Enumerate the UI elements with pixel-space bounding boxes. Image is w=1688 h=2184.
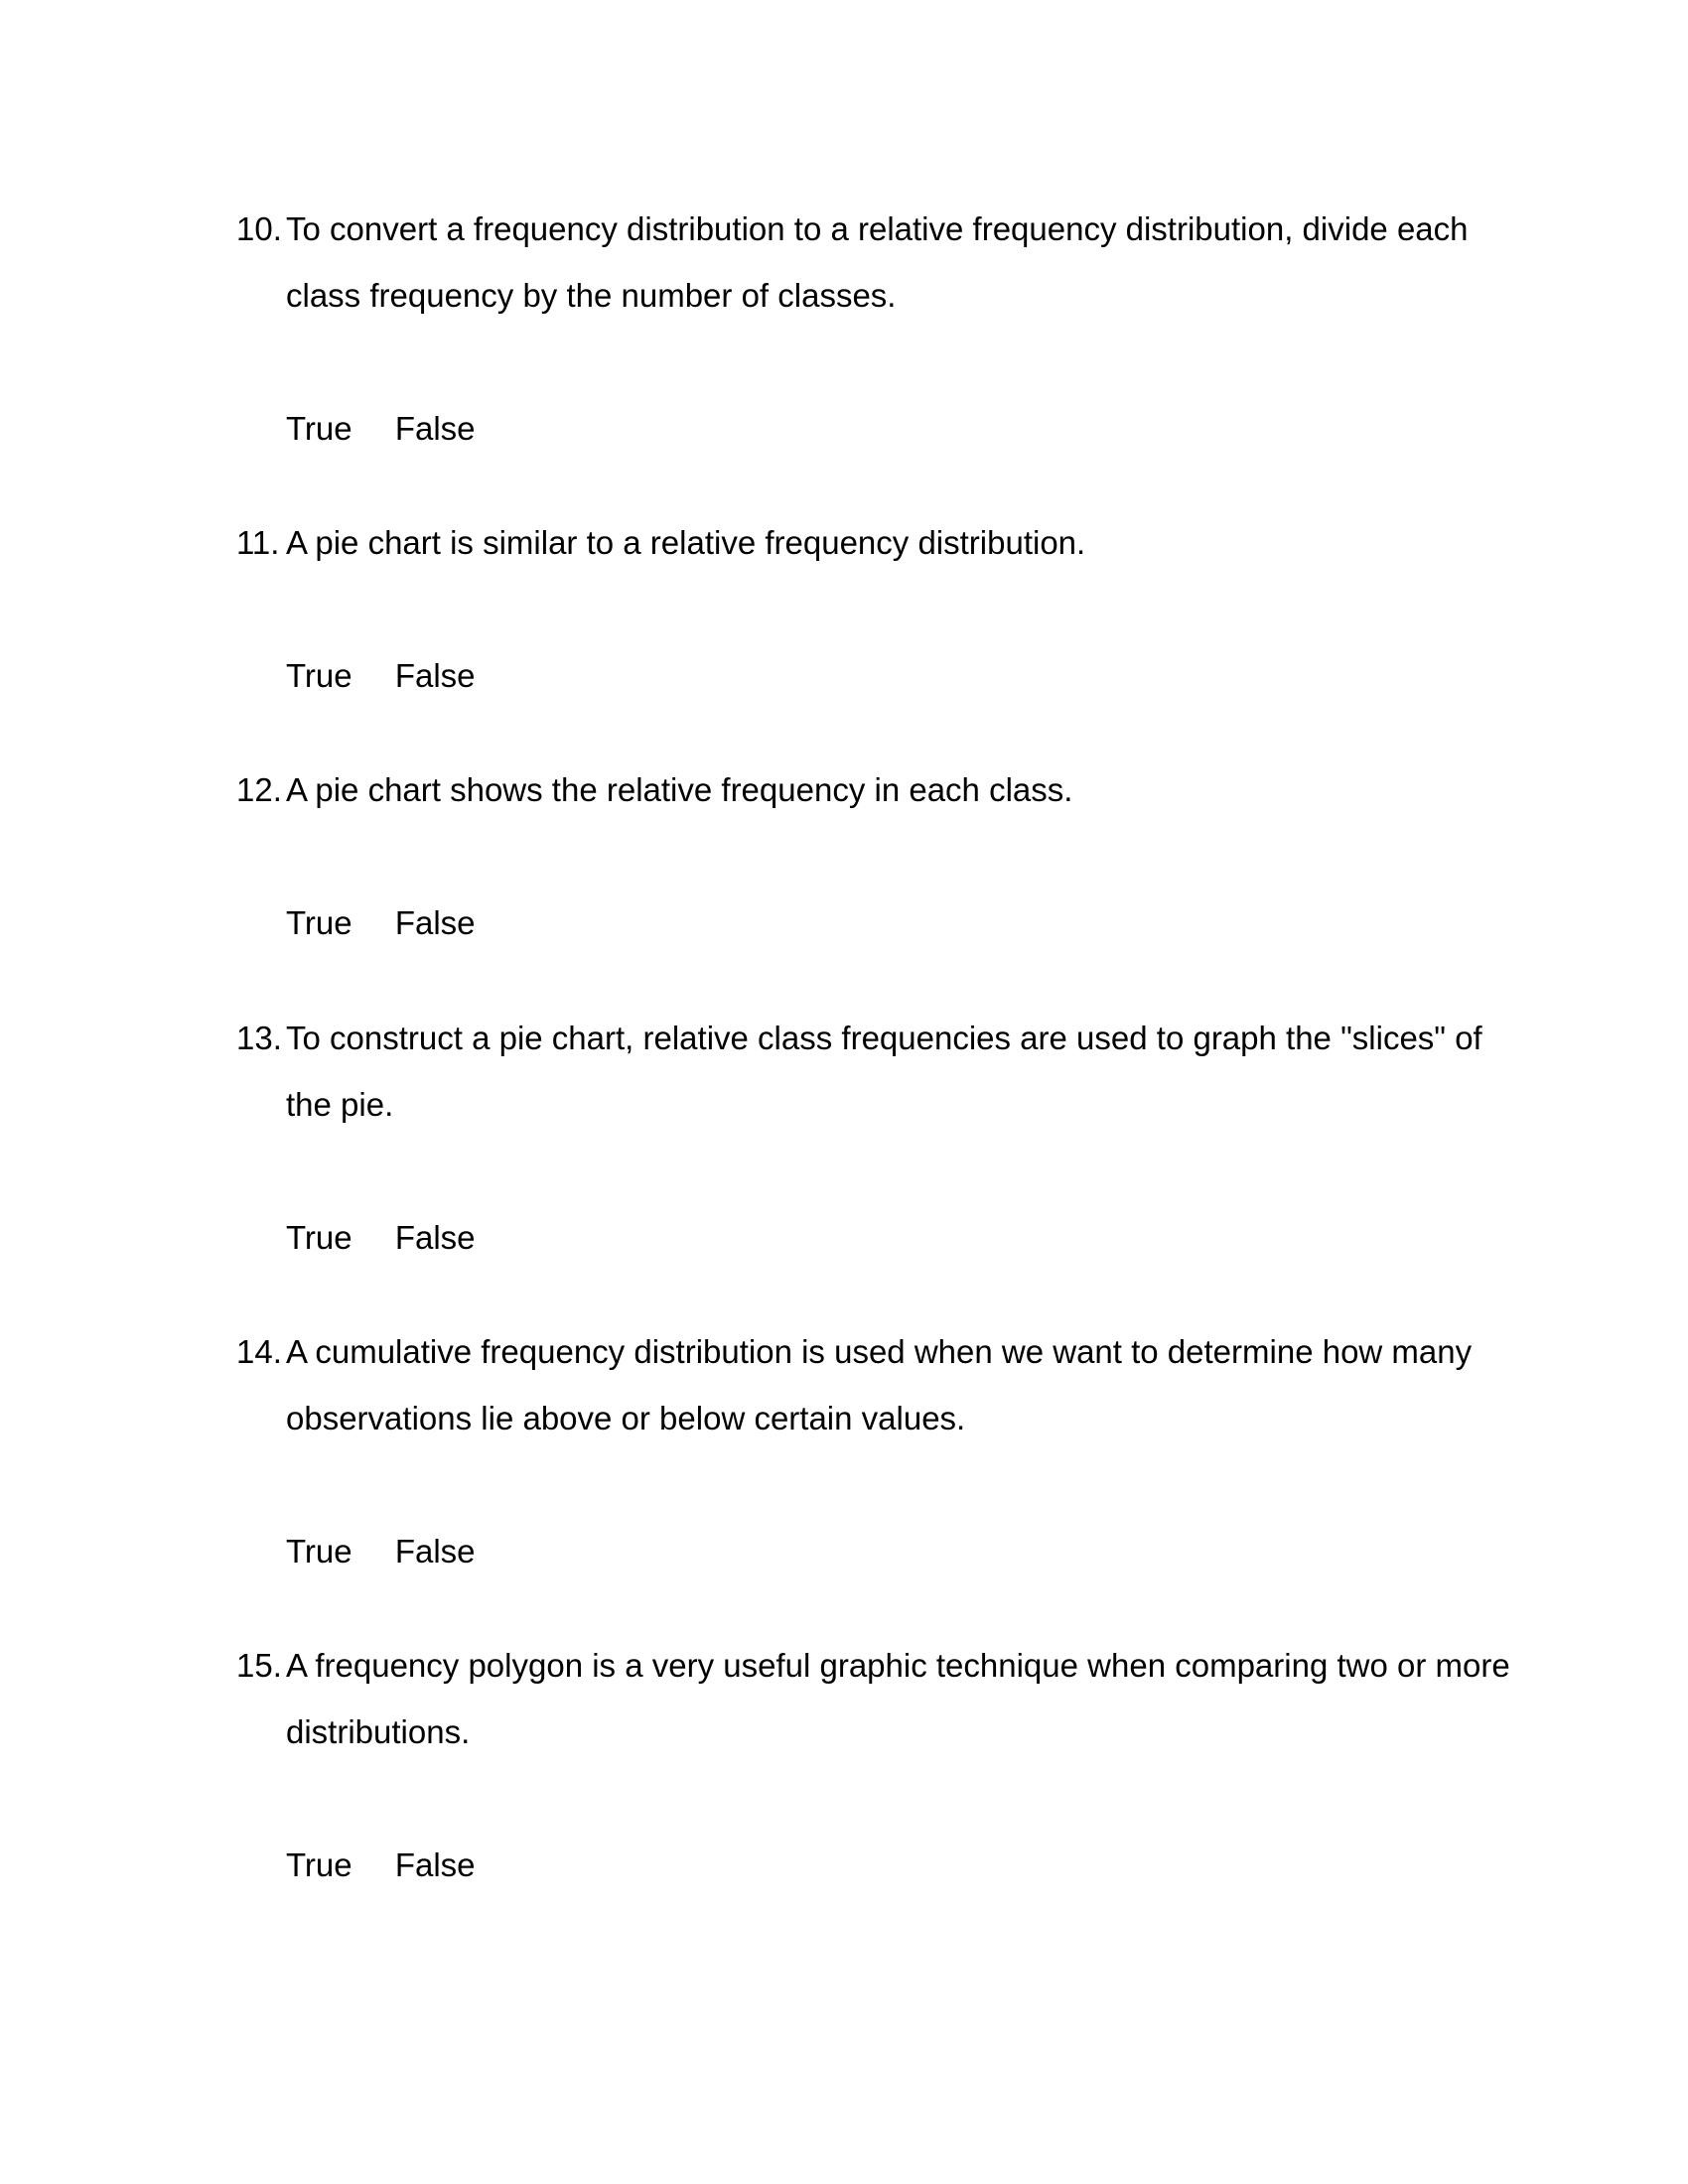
- question-14: [236, 1318, 1507, 1584]
- question-text: To construct a pie chart, relative class frequencies are used to graph the "slices" of the pie.: [286, 1020, 1482, 1123]
- question-15: [236, 1632, 1510, 1898]
- answer-true: True: [286, 657, 352, 694]
- answer-options: [286, 1832, 1507, 1898]
- answer-false: False: [394, 657, 476, 694]
- answer-false: False: [394, 1219, 476, 1256]
- question-12: [236, 756, 1507, 956]
- question-11: [236, 509, 1507, 709]
- answer-options: [286, 642, 1507, 709]
- answer-true: True: [286, 1846, 352, 1883]
- answer-true: True: [286, 410, 352, 447]
- answer-options: [286, 395, 1507, 462]
- question-text: A pie chart is similar to a relative frequency distribution.: [286, 524, 1086, 561]
- question-number: 14.: [236, 1333, 282, 1370]
- answer-true: True: [286, 1533, 352, 1570]
- question-10: [236, 196, 1507, 462]
- question-number: 12.: [236, 771, 282, 808]
- question-text: A cumulative frequency distribution is used when we want to determine how many observations lie above or below certain values.: [286, 1333, 1473, 1436]
- answer-false: False: [394, 1846, 476, 1883]
- question-number: 13.: [236, 1020, 282, 1056]
- question-number: 15.: [236, 1647, 282, 1684]
- question-text: To convert a frequency distribution to a relative frequency distribution, divide each class frequency by the number of classes.: [286, 210, 1469, 314]
- answer-options: [286, 889, 1507, 956]
- answer-true: True: [286, 1219, 352, 1256]
- answer-options: [286, 1204, 1507, 1271]
- question-13: [236, 1005, 1507, 1271]
- answer-true: True: [286, 904, 352, 941]
- question-text: A frequency polygon is a very useful graphic technique when comparing two or more distributions.: [286, 1647, 1510, 1750]
- answer-options: [286, 1518, 1507, 1584]
- answer-false: False: [394, 410, 476, 447]
- question-number: 11.: [236, 524, 280, 561]
- answer-false: False: [394, 904, 476, 941]
- answer-false: False: [394, 1533, 476, 1570]
- question-text: A pie chart shows the relative frequency in each class.: [286, 771, 1073, 808]
- question-number: 10.: [236, 210, 282, 247]
